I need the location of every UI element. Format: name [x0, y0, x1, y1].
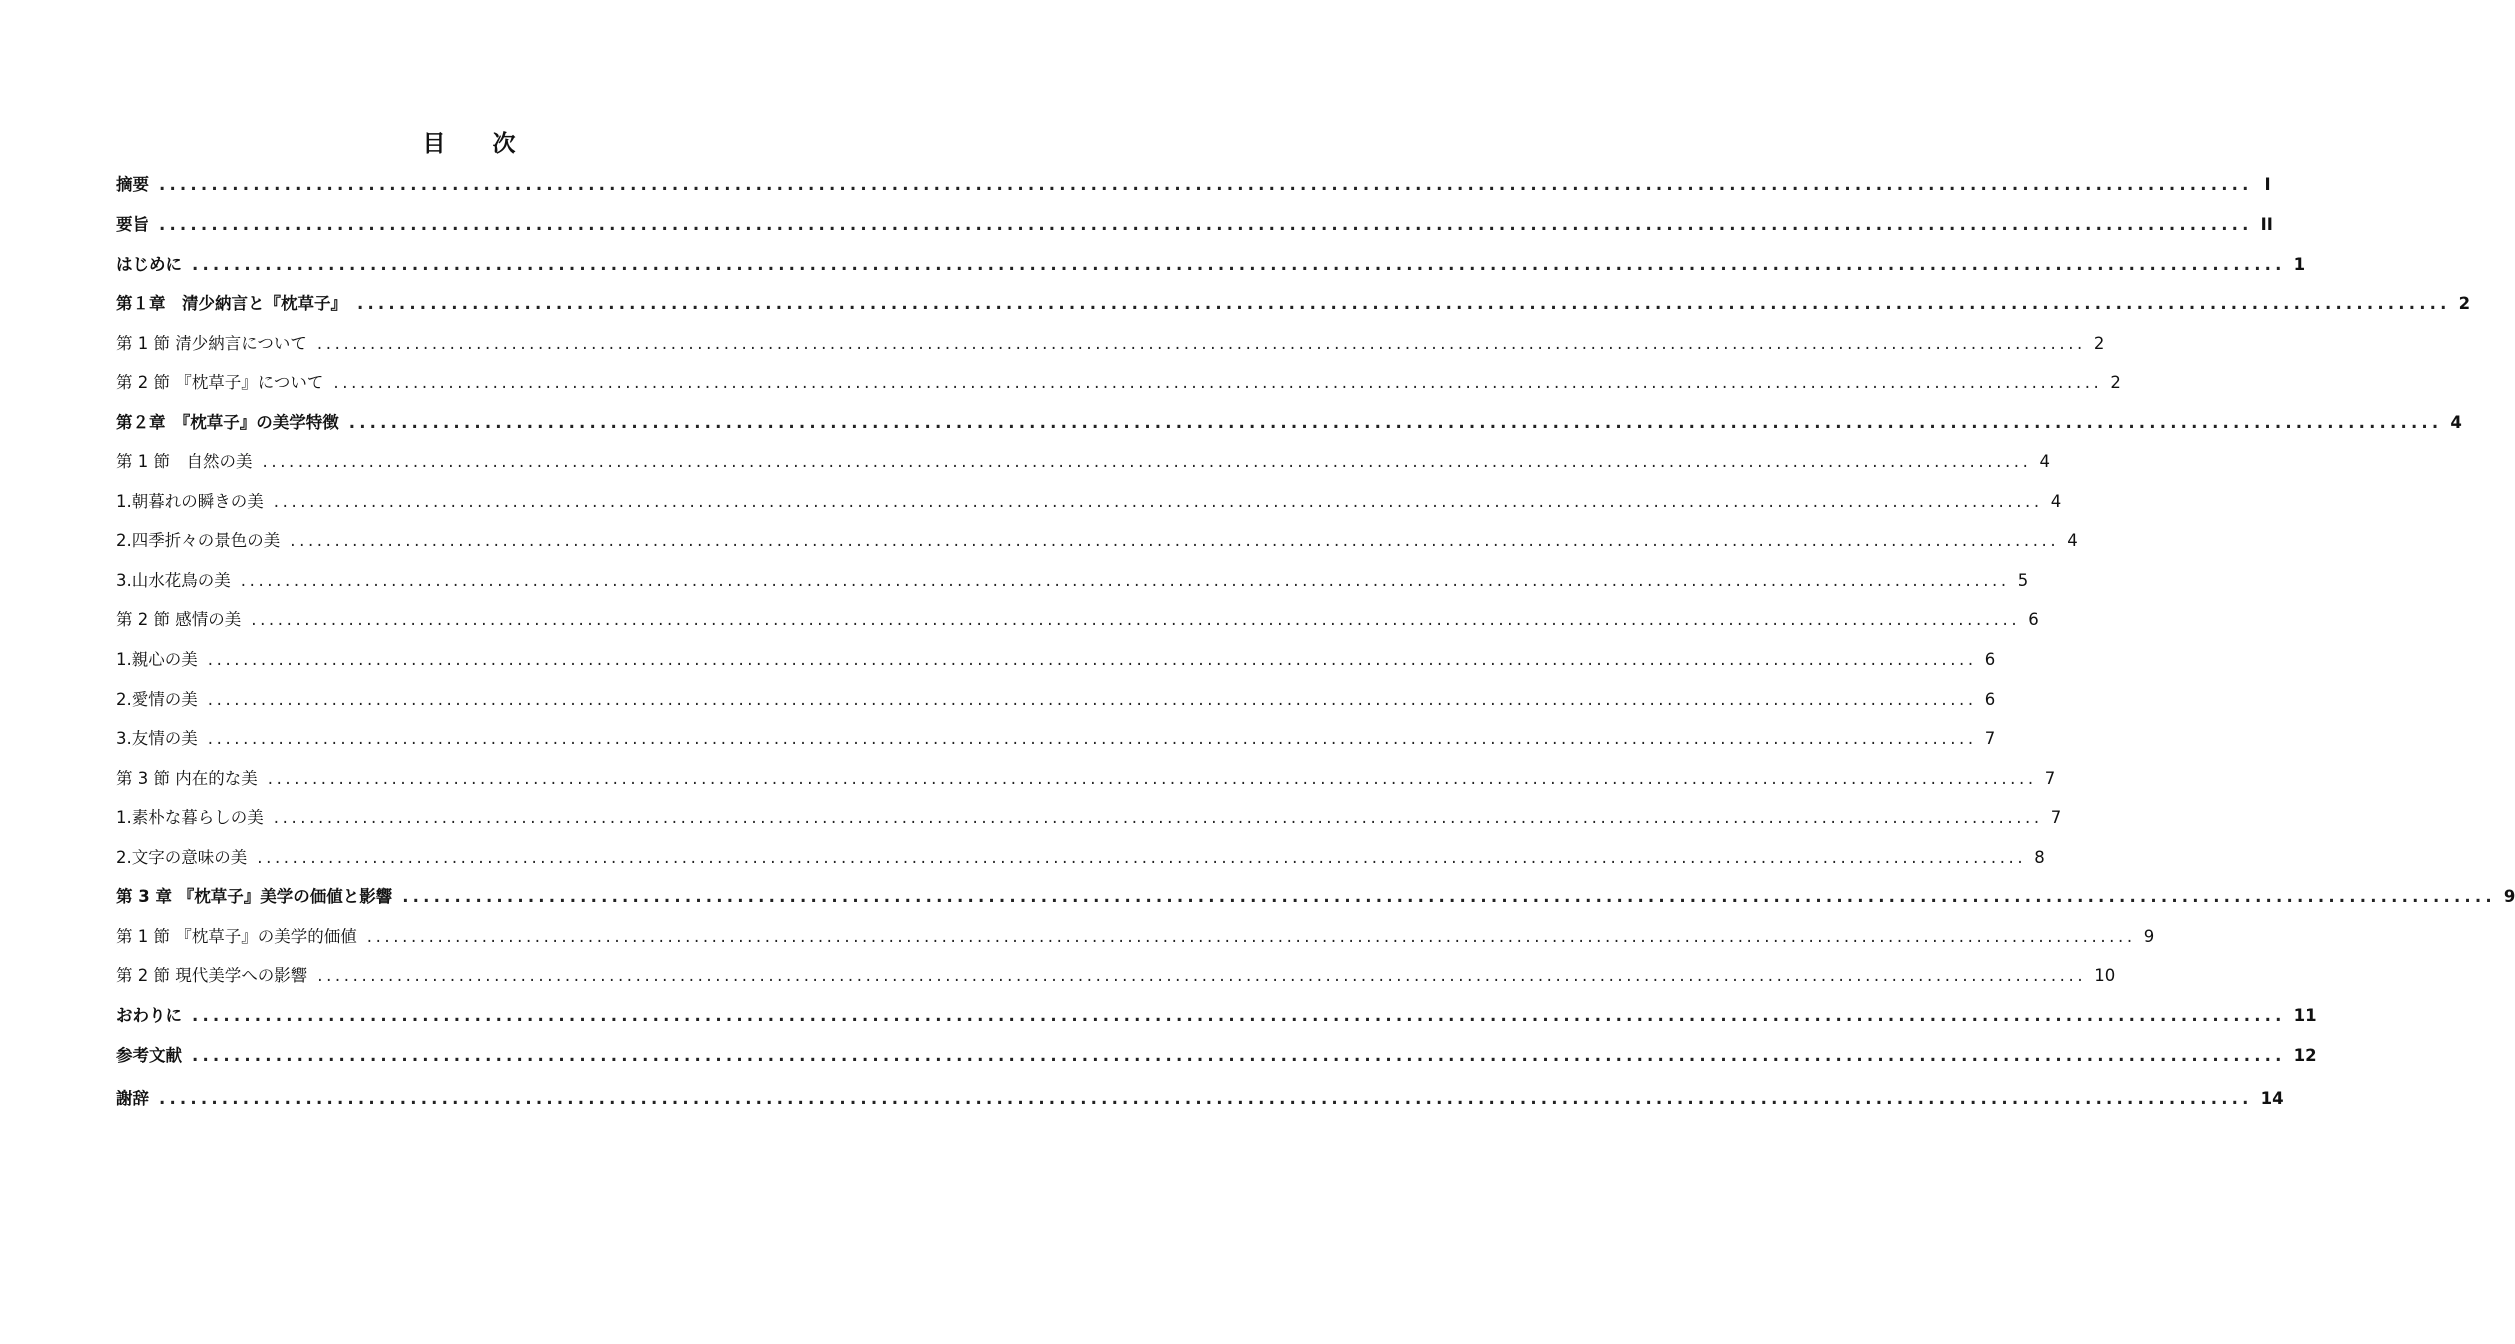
toc-entry-label: 第 2 節 感情の美	[116, 610, 242, 629]
toc-dot-leader: ........................................................................................................................................................................................................	[366, 927, 2136, 946]
toc-dot-leader: ........................................................................................................................................................................................................	[290, 531, 2060, 550]
toc-entry[interactable]	[116, 173, 2271, 197]
toc-entry[interactable]	[116, 490, 2062, 514]
toc-entry-page-number: 7	[2050, 808, 2062, 827]
toc-entry-page-number: 14	[2260, 1089, 2284, 1108]
toc-entry[interactable]	[116, 1004, 2317, 1028]
toc-entry-label: 2.愛情の美	[116, 690, 198, 709]
toc-entry-page-number: 6	[2028, 610, 2039, 629]
toc-entry-label: 第２章 『枕草子』の美学特徴	[116, 413, 339, 432]
toc-entry-page-number: 10	[2094, 966, 2116, 985]
toc-dot-leader: ........................................................................................................................................................................................................	[207, 690, 1977, 709]
toc-dot-leader: ........................................................................................................................................................................................................	[262, 452, 2032, 471]
toc-entry[interactable]	[116, 806, 2062, 830]
toc-dot-leader: ........................................................................................................................................................................................................	[333, 373, 2103, 392]
toc-entry-page-number: 6	[1984, 650, 1996, 669]
toc-dot-leader: ........................................................................................................................................................................................................	[159, 215, 2253, 234]
toc-dot-leader: ........................................................................................................................................................................................................	[159, 175, 2253, 194]
toc-dot-leader: ........................................................................................................................................................................................................	[273, 492, 2043, 511]
toc-dot-leader: ........................................................................................................................................................................................................	[317, 966, 2087, 985]
toc-entry-page-number: 4	[2450, 413, 2462, 432]
toc-entry-label: 2.四季折々の景色の美	[116, 531, 281, 550]
toc-entry-label: 第 3 章 『枕草子』美学の価値と影響	[116, 887, 393, 906]
toc-entry[interactable]	[116, 608, 2039, 632]
toc-entry[interactable]	[116, 332, 2105, 356]
toc-entry-label: 摘要	[116, 175, 149, 194]
toc-entry-label: 要旨	[116, 215, 149, 234]
toc-dot-leader: ........................................................................................................................................................................................................	[192, 255, 2286, 274]
toc-entry-label: 第１章 清少納言と『枕草子』	[116, 294, 347, 313]
toc-entry-page-number: 12	[2293, 1046, 2317, 1065]
toc-entry-label: 第 1 節 『枕草子』の美学的価値	[116, 927, 357, 946]
toc-entry-page-number: II	[2260, 215, 2273, 234]
toc-dot-leader: ........................................................................................................................................................................................................	[240, 571, 2010, 590]
toc-entry[interactable]	[116, 1087, 2284, 1111]
toc-entry-page-number: 4	[2067, 531, 2078, 550]
toc-entry-label: 第 2 節 現代美学への影響	[116, 966, 308, 985]
toc-entry-label: はじめに	[116, 255, 182, 274]
toc-entry[interactable]	[116, 371, 2121, 395]
toc-entry-page-number: I	[2264, 175, 2271, 194]
toc-entry-page-number: 8	[2034, 848, 2045, 867]
toc-entry-label: 1.素朴な暮らしの美	[116, 808, 264, 827]
toc-dot-leader: ........................................................................................................................................................................................................	[192, 1006, 2286, 1025]
toc-entry-page-number: 7	[1984, 729, 1996, 748]
toc-entry-page-number: 11	[2293, 1006, 2317, 1025]
toc-entry[interactable]	[116, 648, 1996, 672]
toc-entry-label: 3.山水花鳥の美	[116, 571, 231, 590]
toc-entry[interactable]	[116, 529, 2078, 553]
toc-entry[interactable]	[116, 253, 2306, 277]
toc-entry-page-number: 1	[2293, 255, 2306, 274]
toc-dot-leader: ........................................................................................................................................................................................................	[192, 1046, 2286, 1065]
toc-dot-leader: ........................................................................................................................................................................................................	[316, 334, 2086, 353]
toc-dot-leader: ........................................................................................................................................................................................................	[357, 294, 2451, 313]
toc-entry-page-number: 4	[2039, 452, 2050, 471]
toc-entry-page-number: 4	[2050, 492, 2062, 511]
toc-entry[interactable]	[116, 213, 2273, 237]
toc-dot-leader: ........................................................................................................................................................................................................	[251, 610, 2021, 629]
toc-entry[interactable]	[116, 1044, 2317, 1068]
toc-entry[interactable]	[116, 292, 2471, 316]
toc-entry[interactable]	[116, 964, 2116, 988]
toc-entry[interactable]	[116, 450, 2050, 474]
toc-title: 目 次	[422, 131, 528, 157]
toc-entry[interactable]	[116, 925, 2155, 949]
toc-entry-page-number: 7	[2044, 769, 2056, 788]
toc-entry-label: 1.親心の美	[116, 650, 198, 669]
toc-entry-page-number: 9	[2503, 887, 2515, 906]
toc-dot-leader: ........................................................................................................................................................................................................	[273, 808, 2043, 827]
toc-entry-page-number: 2	[2110, 373, 2121, 392]
toc-dot-leader: ........................................................................................................................................................................................................	[207, 729, 1977, 748]
toc-entry-page-number: 5	[2017, 571, 2029, 590]
toc-entry-label: 第 3 節 内在的な美	[116, 769, 258, 788]
toc-entry-label: 参考文献	[116, 1046, 182, 1065]
toc-entry-label: 第 2 節 『枕草子』について	[116, 373, 324, 392]
toc-entry[interactable]	[116, 767, 2056, 791]
toc-dot-leader: ........................................................................................................................................................................................................	[348, 413, 2443, 432]
toc-entry[interactable]	[116, 846, 2045, 870]
toc-entry-label: 2.文字の意味の美	[116, 848, 248, 867]
toc-entry[interactable]	[116, 411, 2462, 435]
toc-entry-label: 3.友情の美	[116, 729, 198, 748]
toc-entry-label: 1.朝暮れの瞬きの美	[116, 492, 264, 511]
toc-dot-leader: ........................................................................................................................................................................................................	[159, 1089, 2253, 1108]
toc-entry-label: 第 1 節 自然の美	[116, 452, 253, 471]
toc-entry-label: 謝辞	[116, 1089, 149, 1108]
toc-entry[interactable]	[116, 569, 2029, 593]
toc-dot-leader: ........................................................................................................................................................................................................	[267, 769, 2037, 788]
toc-entry[interactable]	[116, 727, 1996, 751]
toc-entry-page-number: 2	[2093, 334, 2105, 353]
toc-dot-leader: ........................................................................................................................................................................................................	[402, 887, 2496, 906]
toc-entry-page-number: 9	[2143, 927, 2155, 946]
toc-entry-label: 第 1 節 清少納言について	[116, 334, 307, 353]
toc-dot-leader: ........................................................................................................................................................................................................	[207, 650, 1977, 669]
toc-entry-page-number: 6	[1984, 690, 1996, 709]
toc-dot-leader: ........................................................................................................................................................................................................	[257, 848, 2027, 867]
toc-entry[interactable]	[116, 688, 1996, 712]
toc-entry-page-number: 2	[2458, 294, 2471, 313]
toc-entry[interactable]	[116, 885, 2515, 909]
toc-entry-label: おわりに	[116, 1006, 182, 1025]
